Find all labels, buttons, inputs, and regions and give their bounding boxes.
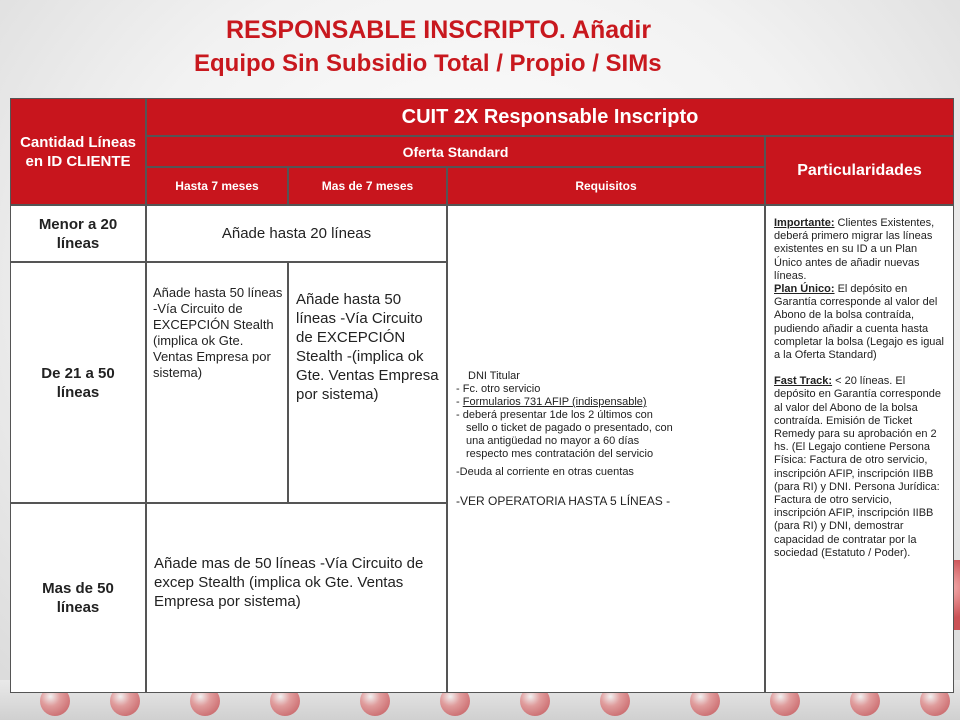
row-label-menor-20 <box>10 205 146 262</box>
part-importante-label: Importante: <box>774 217 835 229</box>
cell-21-50-mas-7 <box>288 262 447 503</box>
row-label-mas-50 <box>10 503 146 693</box>
req-formularios-text: Formularios 731 AFIP (indispensable) <box>462 396 647 408</box>
part-fast-text: < 20 líneas. El depósito en Garantía corresponde al valor del Abono de la bolsa contraída. Emisión de Ticket Remedy para su aprobación en 2 hs. (El Legajo contiene Persona Física: Factura de otro servicio, inscripción AFIP, inscripción IIBB (para RI) y DNI. Persona Jurídica: Factura de otro servicio, inscripción AFIP, inscripción IIBB (para RI) y DNI, demostrar capacidad de contratar por la sociedad (Estatuto / Poder). <box>774 375 941 559</box>
cell-mas-50-text: Añade mas de 50 líneas -Vía Circuito de excep Stealth (implica ok Gte. Ventas Empresa por sistema) <box>154 555 424 610</box>
part-plan-text: El depósito en Garantía corresponde al valor del Abono de la bolsa contraída, pudiendo añadir a cuenta hasta completar la bolsa (Legajo es igual a la Oferta Standard) <box>774 283 944 362</box>
requisitos-list <box>456 370 762 508</box>
cell-requisitos <box>447 205 765 693</box>
cell-21-50-hasta-7 <box>146 262 288 503</box>
part-plan-label: Plan Único: <box>774 283 835 296</box>
cell-particularidades <box>765 205 954 693</box>
header-mas-7-label: Mas de 7 meses <box>321 179 414 193</box>
req-fc-servicio: - Fc. otro servicio <box>456 383 541 395</box>
cell-menor-20-text: Añade hasta 20 líneas <box>221 225 372 242</box>
header-cuit-label: CUIT 2X Responsable Inscripto <box>401 105 699 128</box>
req-dni: DNI Titular <box>468 370 520 382</box>
row-label-21-a-50 <box>10 262 146 503</box>
header-particularidades <box>765 136 954 205</box>
cell-21-50-mas-7-text: Añade hasta 50 líneas -Vía Circuito de EXCEPCIÓN Stealth -(implica ok Gte. Ventas Empresa por sistema) <box>296 291 439 403</box>
req-antiguedad: una antigüedad no mayor a 60 días <box>466 435 640 447</box>
req-presentar: - deberá presentar 1de los 2 últimos con <box>456 409 653 421</box>
part-importante-text: Clientes Existentes, deberá primero migrar las líneas existentes en su ID a un Plan Único antes de añadir nuevas líneas. <box>774 217 935 282</box>
header-mas-7-meses <box>288 167 447 205</box>
row-label-mas-50-text: Mas de 50 líneas <box>42 580 114 616</box>
header-particularidades-label: Particularidades <box>797 161 922 179</box>
req-operatoria: -VER OPERATORIA HASTA 5 LÍNEAS - <box>456 494 671 508</box>
req-deuda: -Deuda al corriente en otras cuentas <box>456 466 634 478</box>
slide-title <box>0 16 960 84</box>
req-sello: sello o ticket de pagado o presentado, con <box>466 422 673 434</box>
cell-21-50-hasta-7-text: Añade hasta 50 líneas -Vía Circuito de EXCEPCIÓN Stealth (implica ok Gte. Ventas Empresa por sistema) <box>153 285 283 380</box>
req-formularios-dash: - <box>456 396 463 408</box>
req-formularios <box>456 396 762 409</box>
header-cuit <box>146 98 954 136</box>
header-cantidad <box>10 98 146 205</box>
part-importante <box>774 217 945 283</box>
header-cantidad-label: Cantidad Líneas en ID CLIENTE <box>20 133 136 170</box>
cell-menor-20 <box>146 205 447 262</box>
header-requisitos <box>447 167 765 205</box>
header-hasta-7-meses <box>146 167 288 205</box>
part-plan-unico <box>774 283 945 362</box>
row-label-21-a-50-text: De 21 a 50 líneas <box>41 364 115 401</box>
header-requisitos-label: Requisitos <box>575 179 637 193</box>
header-oferta <box>146 136 765 167</box>
particularidades-text <box>774 217 945 560</box>
req-respecto: respecto mes contratación del servicio <box>466 448 654 460</box>
header-hasta-7-label: Hasta 7 meses <box>175 179 259 193</box>
part-fast-label: Fast Track: <box>774 375 833 388</box>
title-line-1: RESPONSABLE INSCRIPTO. Añadir <box>226 16 652 44</box>
row-label-menor-20-text: Menor a 20 líneas <box>38 215 118 252</box>
header-oferta-label: Oferta Standard <box>402 143 509 160</box>
title-line-2: Equipo Sin Subsidio Total / Propio / SIMs <box>194 50 662 77</box>
part-fast-track <box>774 375 945 560</box>
cell-mas-50 <box>146 503 447 693</box>
